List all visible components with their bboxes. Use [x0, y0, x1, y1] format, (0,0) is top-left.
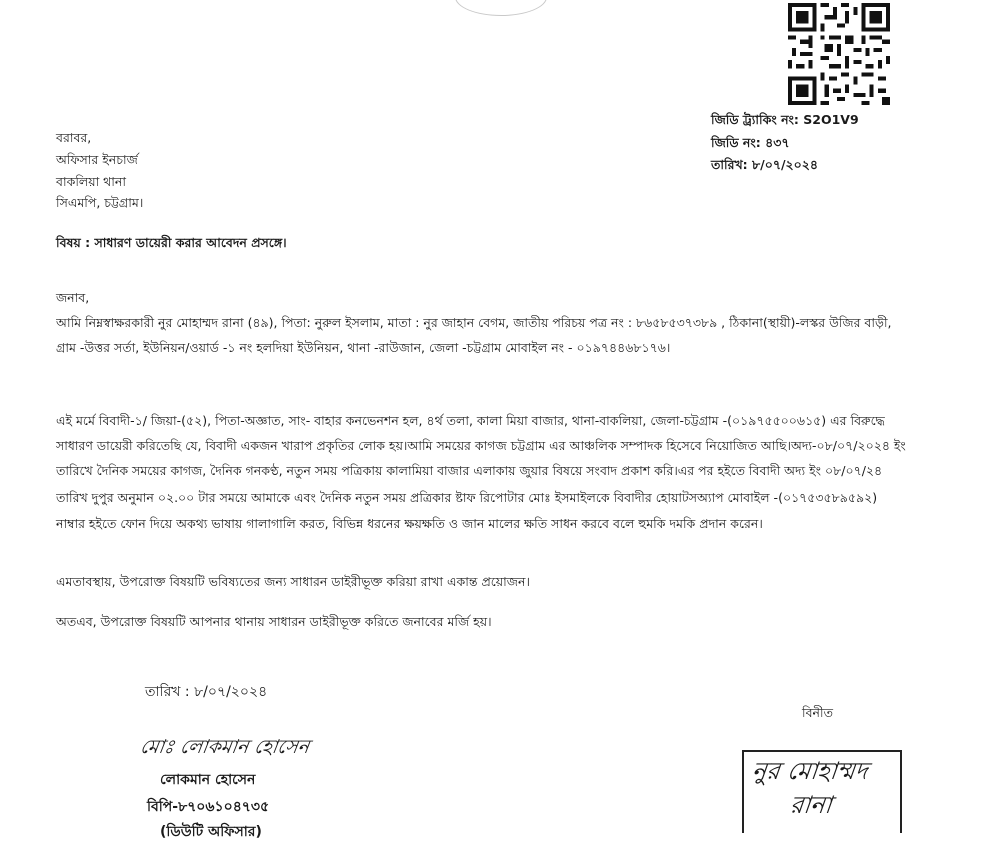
applicant-signature-line: রানা — [788, 791, 834, 819]
officer-bp: বিপি-৮৭০৬১০৪৭৩৫ — [147, 799, 270, 815]
gd-number: জিডি নং: ৪৩৭ — [711, 135, 790, 150]
subject-line: বিষয় : সাধারণ ডায়েরী করার আবেদন প্রসঙ্গে। — [56, 235, 287, 250]
body-line: নাম্বার হইতে ফোন দিয়ে অকথ্য ভাষায় গালাগালি করত, বিভিন্ন ধরনের ক্ষয়ক্ষতি ও জান মালের ক্ষতি সাধন করবে বলে হুমকি দমকি প্রদান করেন। — [56, 516, 763, 531]
seal-stamp-partial — [455, 0, 547, 16]
paragraph-request: অতএব, উপরোক্ত বিষয়টি আপনার থানায় সাধারন ডাইরীভূক্ত করিতে জনাবের মর্জি হয়। — [56, 614, 492, 629]
intro-line: আমি নিম্নস্বাক্ষরকারী নুর মোহাম্মদ রানা (৪৯), পিতা: নুরুল ইসলাম, মাতা : নুর জাহান বেগম, জাতীয় পরিচয় পত্র নং : ৮৬৫৮৫৩৭৩৮৯ , ঠিকানা(স্থায়ী)-লস্কর উজির বাড়ী, — [56, 315, 892, 330]
applicant-signature-line: নুর মোহাম্মদ — [750, 757, 869, 785]
gd-date: তারিখ: ৮/০৭/২০২৪ — [711, 157, 819, 172]
body-line: তারিখ দুপুর অনুমান ০২.০০ টার সময়ে আমাকে এবং দৈনিক নতুন সময় প্রত্রিকার ষ্টাফ রিপোটার মোঃ ইসমাইলকে বিবাদীর হোয়াটসঅ্যাপ মোবাইল -(০১৭৫৩৫৮৯৫৯২) — [56, 490, 878, 505]
officer-title: (ডিউটি অফিসার) — [160, 824, 262, 840]
paragraph-necessity: এমতাবস্থায়, উপরোক্ত বিষয়টি ভবিষ্যতের জন্য সাধারন ডাইরীভূক্ত করিয়া রাখা একান্ত প্রয়োজন। — [56, 574, 530, 589]
body-line: এই মর্মে বিবাদী-১/ জিয়া-(৫২), পিতা-অজ্ঞাত, সাং- বাহার কনভেনশন হল, ৪র্থ তলা, কালা মিয়া বাজার, থানা-বাকলিয়া, জেলা-চট্টগ্রাম -(০১৯৭৫৫০০৬১৫) এর বিরুদ্ধে — [56, 413, 885, 428]
body-line: তারিখে দৈনিক সময়ের কাগজ, দৈনিক গনকণ্ঠ, নতুন সময় পত্রিকায় কালামিয়া বাজার এলাকায় জুয়ার বিষয়ে সংবাদ প্রকাশ করি।এর পর হইতে বিবাদী অদ্য ইং ০৮/০৭/২৪ — [56, 463, 883, 478]
intro-line: গ্রাম -উত্তর সর্তা, ইউনিয়ন/ওয়ার্ড -১ নং হলদিয়া ইউনিয়ন, থানা -রাউজান, জেলা -চট্টগ্রাম মোবাইল নং - ০১৯৭৪৪৬৮১৭৬। — [56, 340, 671, 355]
sincerely-text: বিনীত — [802, 705, 833, 720]
gd-tracking: জিডি ট্র্যাকিং নং: S2O1V9 — [711, 112, 859, 127]
recipient-line: সিএমপি, চট্টগ্রাম। — [56, 195, 144, 210]
footer-date: তারিখ : ৮/০৭/২০২৪ — [145, 684, 268, 700]
recipient-line: অফিসার ইনচার্জ — [56, 152, 138, 167]
recipient-line: বরাবর, — [56, 130, 92, 145]
officer-name: লোকমান হোসেন — [160, 772, 256, 788]
officer-signature: মোঃ লোকমান হোসেন — [138, 736, 311, 758]
body-line: সাধারণ ডায়েরী করিতেছি যে, বিবাদী একজন খারাপ প্রকৃতির লোক হয়।আমি সময়ের কাগজ চট্টগ্রাম এর আঞ্চলিক সম্পাদক হিসেবে নিয়োজিত আছি।অদ্য-০৮/০৭/২০২৪ ইং — [56, 438, 906, 453]
qr-code-icon — [788, 3, 890, 105]
recipient-line: বাকলিয়া থানা — [56, 174, 126, 189]
salutation: জনাব, — [56, 290, 90, 305]
